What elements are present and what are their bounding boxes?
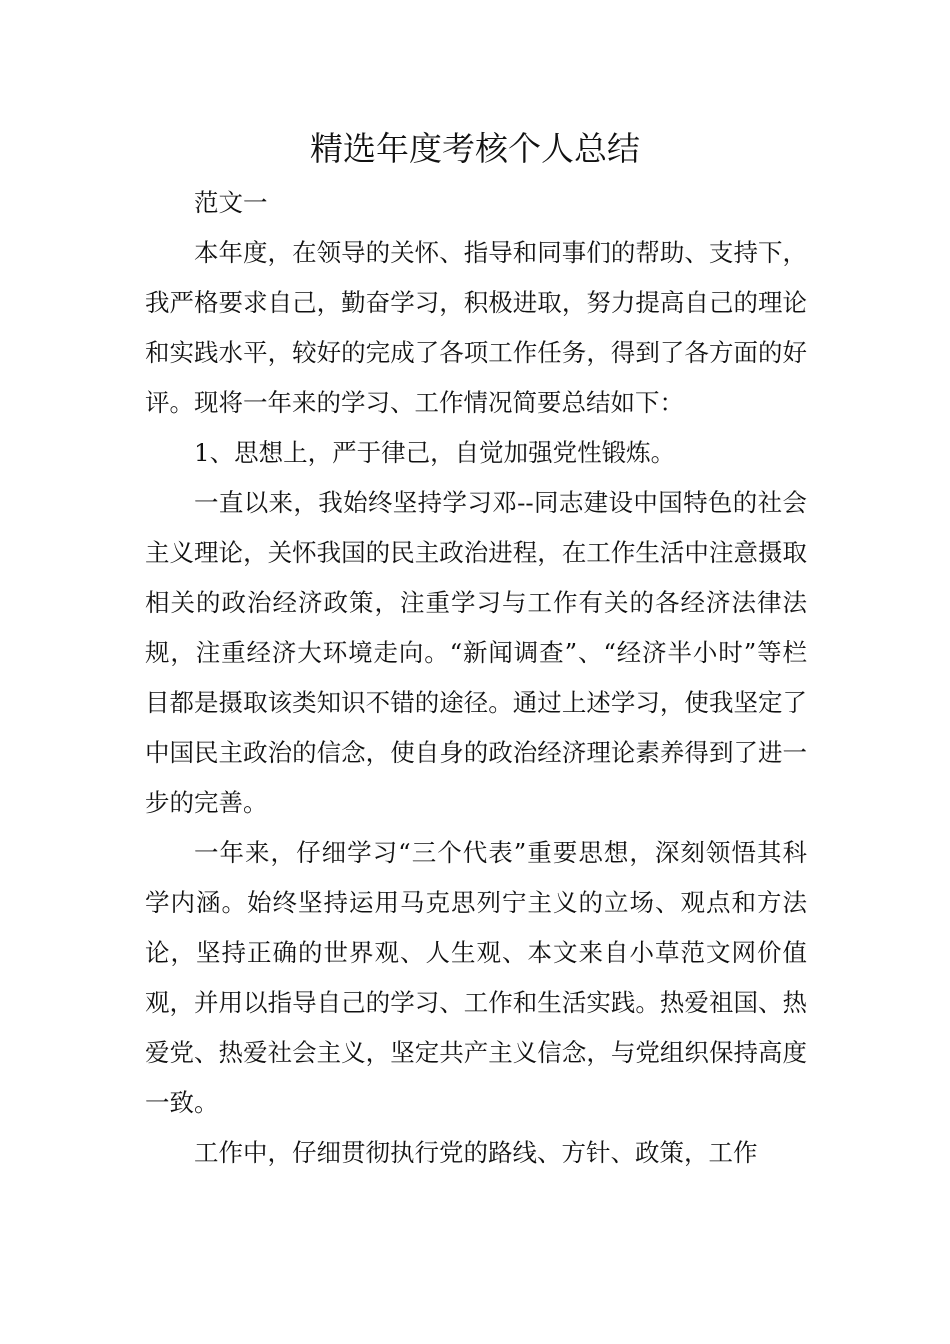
- document-body: [145, 178, 807, 1178]
- paragraph-intro: 本年度，在领导的关怀、指导和同事们的帮助、支持下，我严格要求自己，勤奋学习，积极进取，努力提高自己的理论和实践水平，较好的完成了各项工作任务，得到了各方面的好评。现将一年来的学习、工作情况简要总结如下：: [145, 238, 807, 417]
- paragraph-three-represents: 一年来，仔细学习“三个代表”重要思想，深刻领悟其科学内涵。始终坚持运用马克思列宁主义的立场、观点和方法论，坚持正确的世界观、人生观、本文来自小草范文网价值观，并用以指导自己的学习、工作和生活实践。热爱祖国、热爱党、热爱社会主义，坚定共产主义信念，与党组织保持高度一致。: [145, 838, 807, 1117]
- paragraph-work: 工作中，仔细贯彻执行党的路线、方针、政策，工作: [194, 1138, 758, 1167]
- paragraph-sample-label: 范文一: [194, 188, 268, 217]
- paragraph-theory-study: 一直以来，我始终坚持学习邓--同志建设中国特色的社会主义理论，关怀我国的民主政治进程，在工作生活中注意摄取相关的政治经济政策，注重学习与工作有关的各经济法律法规，注重经济大环境走向。“新闻调查”、“经济半小时”等栏目都是摄取该类知识不错的途径。通过上述学习，使我坚定了中国民主政治的信念，使自身的政治经济理论素养得到了进一步的完善。: [145, 488, 807, 817]
- paragraph-section-heading: 1、思想上，严于律己，自觉加强党性锻炼。: [194, 438, 676, 467]
- document-title: 精选年度考核个人总结: [310, 129, 640, 168]
